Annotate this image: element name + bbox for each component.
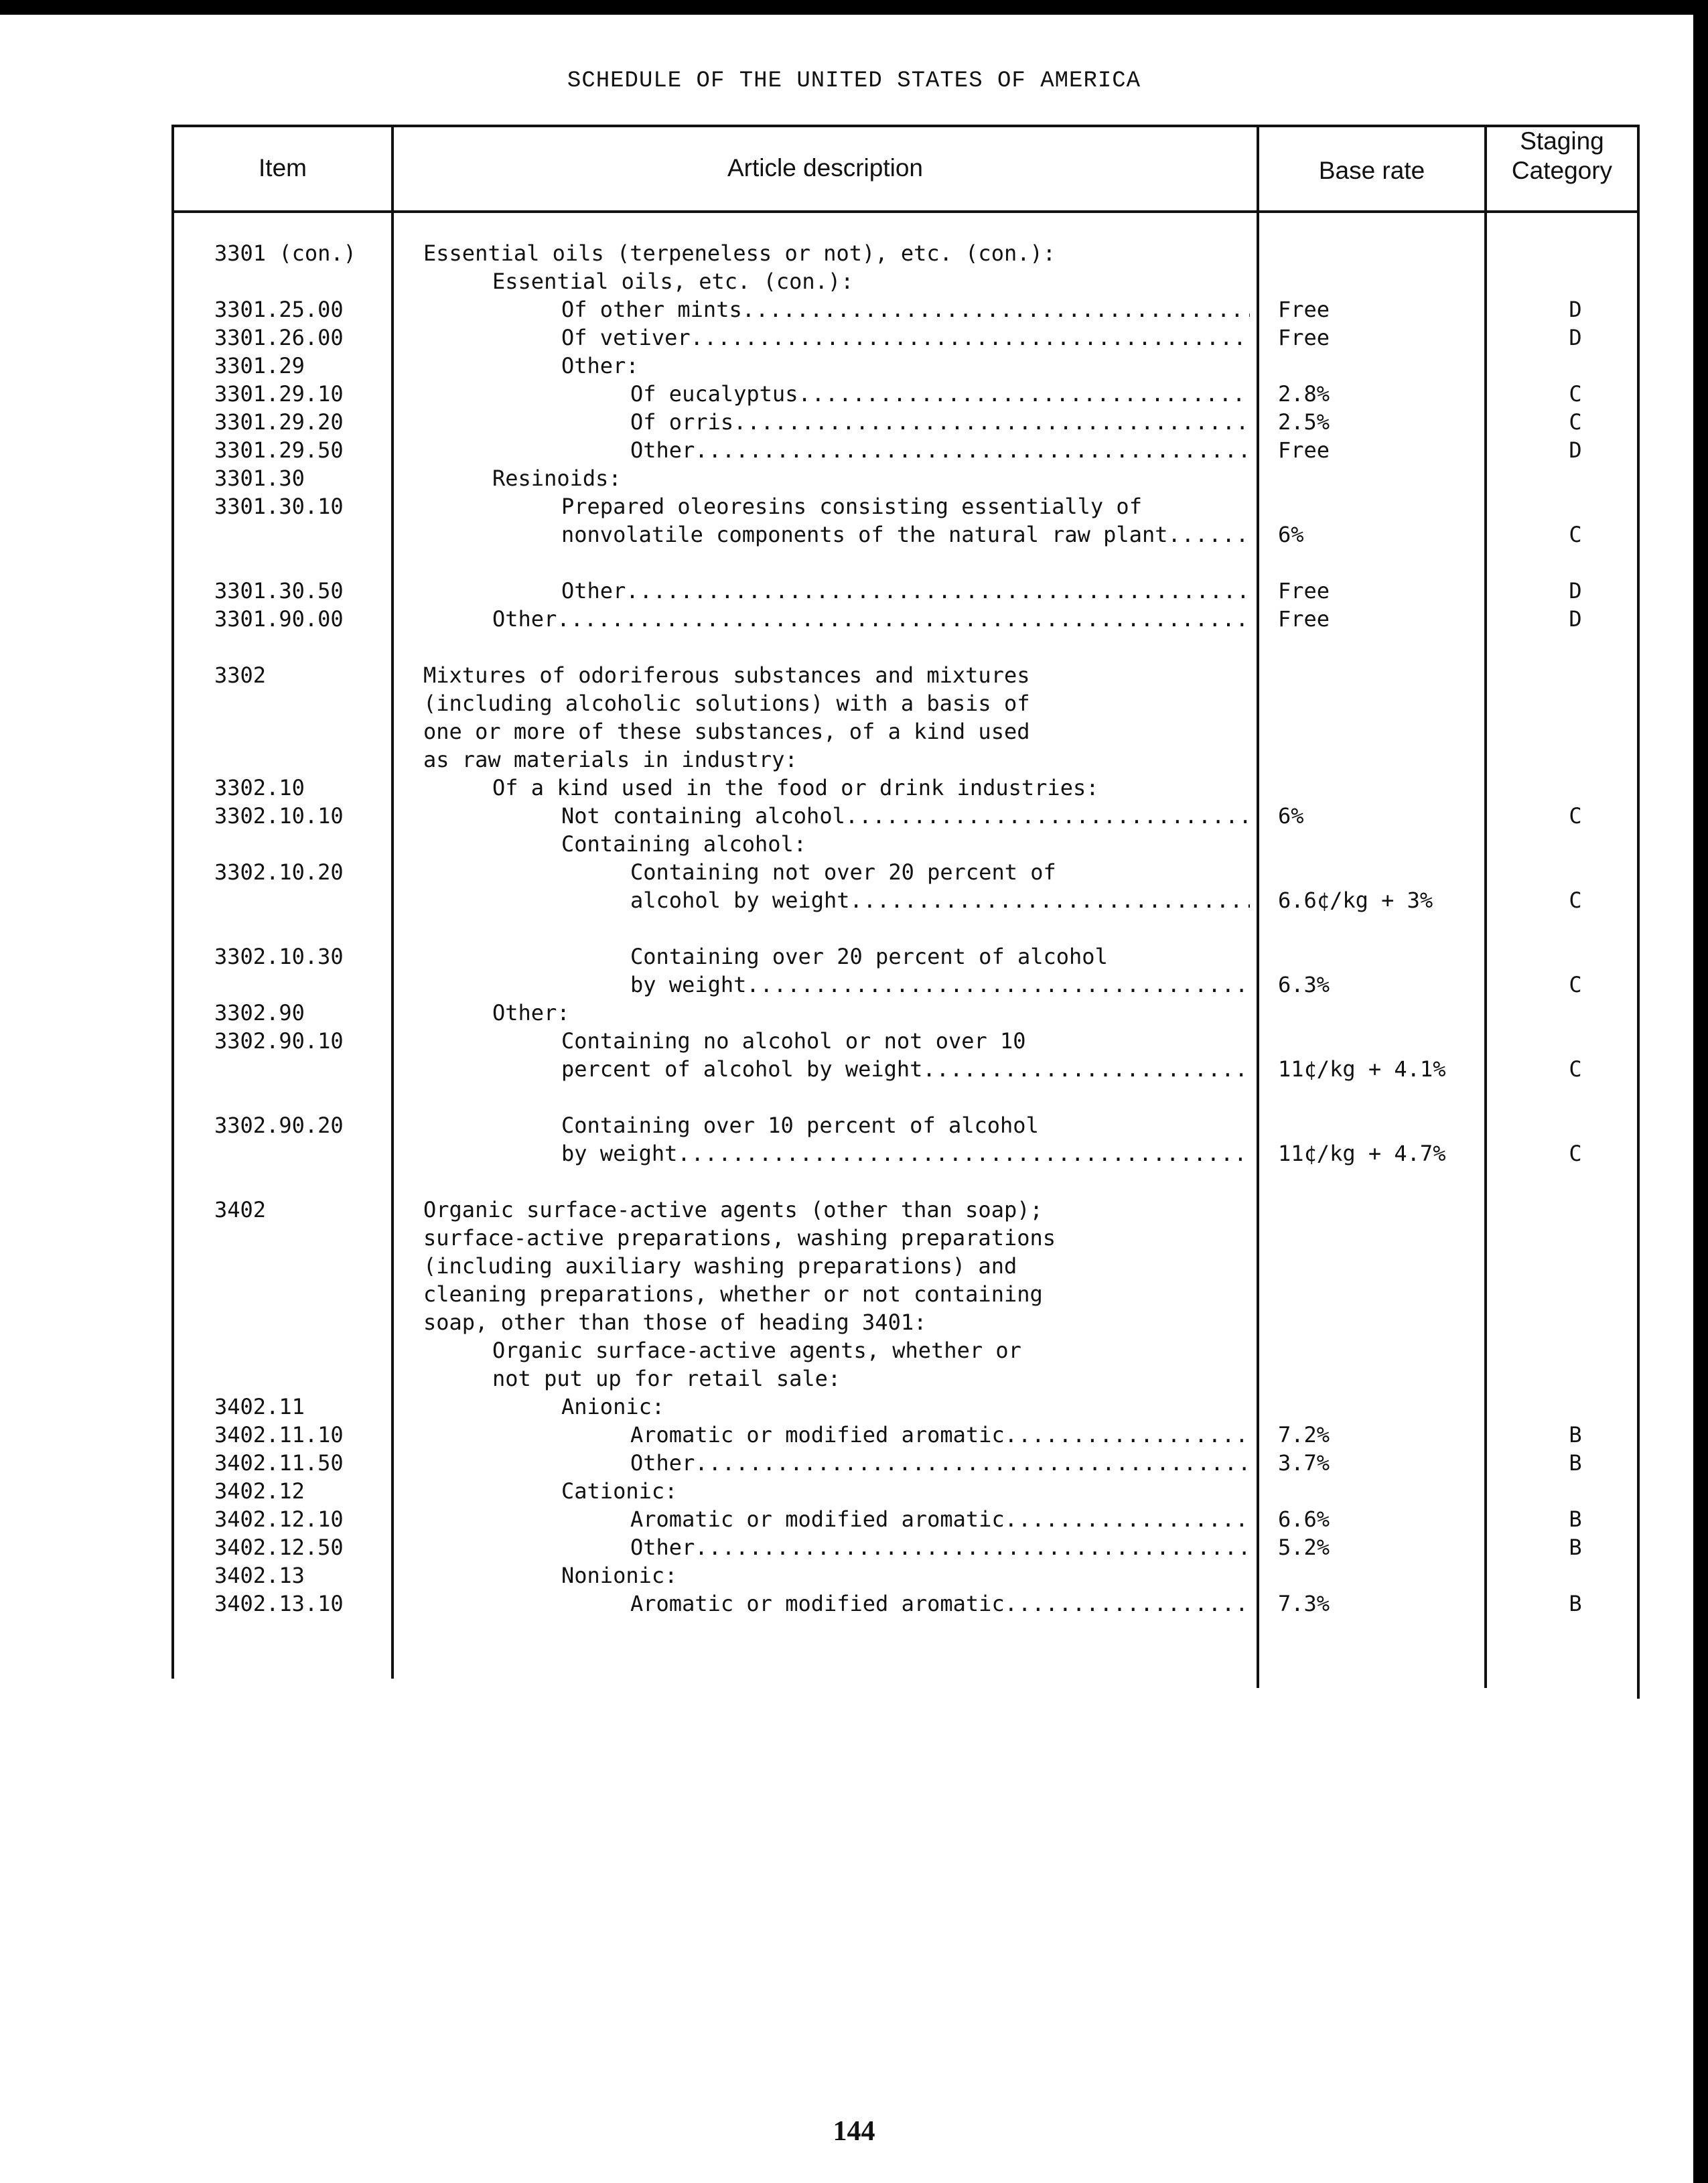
table-row [0,1196,1708,1224]
base-rate-value: Free [1278,437,1330,463]
item-number: 3402.13.10 [214,1591,344,1616]
table-row [0,520,1708,549]
item-number: 3302.10.20 [214,859,344,885]
dot-leader [845,802,1250,830]
article-description [423,1252,1250,1280]
table-row [0,295,1708,324]
article-description [630,408,1250,436]
table-row [0,1027,1708,1055]
table-row [0,605,1708,633]
table-row [0,408,1708,436]
base-rate-value: 11¢/kg + 4.7% [1278,1141,1446,1166]
item-number: 3301.29 [214,353,305,378]
article-description [630,436,1250,464]
description-text: by weight [630,972,747,997]
staging-category-value: B [1569,1535,1582,1560]
description-text: Containing alcohol: [561,831,807,857]
table-row [0,971,1708,999]
table-row [0,886,1708,914]
description-text: Of other mints [561,297,742,322]
scan-top-border [0,0,1708,15]
base-rate-value: 11¢/kg + 4.1% [1278,1056,1446,1082]
article-description [630,380,1250,408]
table-row [0,1139,1708,1168]
article-description [561,1139,1250,1168]
staging-category-value: C [1569,1141,1582,1166]
description-text: Prepared oleoresins consisting essentially of [561,494,1142,519]
table-row [0,239,1708,267]
article-description [630,1590,1250,1618]
base-rate-value: 3.7% [1278,1450,1330,1476]
article-description [423,1224,1250,1252]
table-row [0,1252,1708,1280]
table-row [0,1590,1708,1618]
item-number: 3302.10 [214,775,305,800]
page-number: 144 [833,2116,875,2147]
description-text: Organic surface-active agents (other than soap); [423,1197,1043,1222]
item-number: 3302.10.10 [214,803,344,829]
description-text: Containing no alcohol or not over 10 [561,1028,1026,1054]
description-text: cleaning preparations, whether or not containing [423,1281,1043,1307]
table-row [0,689,1708,717]
article-description [561,1561,1250,1590]
description-text: Anionic: [561,1394,665,1419]
table-row [0,942,1708,971]
description-text: one or more of these substances, of a kind used [423,719,1030,744]
article-description [630,858,1250,886]
staging-category-value: D [1569,325,1582,350]
article-description [561,1027,1250,1055]
description-text: percent of alcohol by weight [561,1056,923,1082]
dot-leader [742,295,1250,324]
item-number: 3302.90 [214,1000,305,1026]
table-row [0,999,1708,1027]
article-description [423,689,1250,717]
staging-category-value: B [1569,1506,1582,1532]
item-number: 3301.30.10 [214,494,344,519]
table-row [0,830,1708,858]
description-text: nonvolatile components of the natural raw plant [561,522,1168,547]
description-text: Other [630,1450,695,1476]
item-number: 3402.11.50 [214,1450,344,1476]
description-text: (including alcoholic solutions) with a basis of [423,691,1030,716]
table-row [0,380,1708,408]
item-number: 3301.29.10 [214,381,344,407]
base-rate-value: 6.6% [1278,1506,1330,1532]
base-rate-value: 2.8% [1278,381,1330,407]
dot-leader [691,324,1250,352]
table-row [0,577,1708,605]
item-number: 3301.29.50 [214,437,344,463]
article-description [492,605,1250,633]
staging-category-value: B [1569,1450,1582,1476]
article-description [630,1449,1250,1477]
staging-category-value: C [1569,803,1582,829]
article-description [423,1308,1250,1336]
table-row [0,1421,1708,1449]
description-text: Other: [492,1000,570,1026]
table-row [0,661,1708,689]
table-row [0,1505,1708,1533]
table-row [0,1224,1708,1252]
table-row [0,1280,1708,1308]
staging-category-value: B [1569,1422,1582,1448]
dot-leader [1167,520,1250,549]
article-description [630,942,1250,971]
item-number: 3402.13 [214,1563,305,1588]
table-row [0,858,1708,886]
base-rate-value: 6.3% [1278,972,1330,997]
description-text: as raw materials in industry: [423,747,798,772]
article-description [630,1421,1250,1449]
item-number: 3301.26.00 [214,325,344,350]
article-description [630,1533,1250,1561]
dot-leader [677,1139,1250,1168]
table-row [0,774,1708,802]
item-number: 3301.25.00 [214,297,344,322]
article-description [423,661,1250,689]
item-number: 3302 [214,662,267,688]
base-rate-value: Free [1278,606,1330,632]
table-row [0,1111,1708,1139]
dot-leader [850,886,1250,914]
staging-category-value: B [1569,1591,1582,1616]
description-text: Other [561,578,626,604]
item-number: 3301.29.20 [214,409,344,435]
item-number: 3302.90.20 [214,1113,344,1138]
item-number: 3302.90.10 [214,1028,344,1054]
dot-leader [557,605,1250,633]
item-number: 3301.30 [214,466,305,491]
description-text: Containing over 10 percent of alcohol [561,1113,1039,1138]
description-text: Other: [561,353,639,378]
base-rate-value: 6.6¢/kg + 3% [1278,888,1433,913]
dot-leader [695,436,1250,464]
description-text: Nonionic: [561,1563,678,1588]
dot-leader [626,577,1250,605]
description-text: soap, other than those of heading 3401: [423,1310,927,1335]
table-row [0,1364,1708,1393]
staging-category-value: C [1569,522,1582,547]
table-row [0,1308,1708,1336]
article-description [423,746,1250,774]
description-text: surface-active preparations, washing preparations [423,1225,1056,1251]
base-rate-value: Free [1278,578,1330,604]
article-description [561,1055,1250,1083]
dot-leader [695,1533,1250,1561]
item-number: 3301.90.00 [214,606,344,632]
item-number: 3301.30.50 [214,578,344,604]
article-description [423,1196,1250,1224]
item-number: 3402.12.10 [214,1506,344,1532]
table-row [0,1336,1708,1364]
article-description [492,1336,1250,1364]
item-number: 3402.11 [214,1394,305,1419]
article-description [492,464,1250,492]
table-row [0,492,1708,520]
description-text: Containing not over 20 percent of [630,859,1056,885]
header-staging-line1: Staging [1520,127,1604,155]
description-text: Containing over 20 percent of alcohol [630,944,1108,969]
table-row [0,352,1708,380]
base-rate-value: Free [1278,325,1330,350]
staging-category-value: C [1569,381,1582,407]
description-text: Aromatic or modified aromatic [630,1591,1005,1616]
dot-leader [922,1055,1250,1083]
table-row [0,1533,1708,1561]
staging-category-value: D [1569,437,1582,463]
description-text: Essential oils (terpeneless or not), etc. (con.): [423,240,1056,266]
table-row [0,1393,1708,1421]
item-number: 3402 [214,1197,267,1222]
table-row [0,436,1708,464]
table-row [0,1477,1708,1505]
dot-leader [733,408,1250,436]
article-description [492,1364,1250,1393]
article-description [561,830,1250,858]
description-text: (including auxiliary washing preparations) and [423,1253,1017,1279]
article-description [561,1477,1250,1505]
article-description [561,520,1250,549]
article-description [492,774,1250,802]
description-text: not put up for retail sale: [492,1366,841,1391]
description-text: Other [492,606,557,632]
header-staging-line2: Category [1511,157,1613,184]
table-row [0,267,1708,295]
description-text: Mixtures of odoriferous substances and mixtures [423,662,1030,688]
article-description [561,577,1250,605]
article-description [492,999,1250,1027]
base-rate-value: 7.3% [1278,1591,1330,1616]
staging-category-value: C [1569,888,1582,913]
header-description: Article description [727,154,923,182]
staging-category-value: D [1569,578,1582,604]
article-description [561,492,1250,520]
description-text: Other [630,1535,695,1560]
description-text: Of orris [630,409,734,435]
article-description [561,324,1250,352]
article-description [423,717,1250,746]
dot-leader [1005,1505,1250,1533]
article-description [561,1393,1250,1421]
item-number: 3402.11.10 [214,1422,344,1448]
article-description [630,971,1250,999]
table-row [0,802,1708,830]
page-title: SCHEDULE OF THE UNITED STATES OF AMERICA [567,68,1141,94]
description-text: Of eucalyptus [630,381,798,407]
description-text: Aromatic or modified aromatic [630,1506,1005,1532]
dot-leader [695,1449,1250,1477]
item-number: 3301 (con.) [214,240,356,266]
table-row [0,1055,1708,1083]
dot-leader [798,380,1250,408]
table-row [0,717,1708,746]
description-text: Not containing alcohol [561,803,845,829]
base-rate-value: 6% [1278,803,1304,829]
description-text: Essential oils, etc. (con.): [492,269,854,294]
dot-leader [1005,1590,1250,1618]
description-text: by weight [561,1141,678,1166]
item-number: 3402.12.50 [214,1535,344,1560]
article-description [561,352,1250,380]
description-text: Aromatic or modified aromatic [630,1422,1005,1448]
base-rate-value: 2.5% [1278,409,1330,435]
staging-category-value: D [1569,606,1582,632]
dot-leader [1005,1421,1250,1449]
article-description [561,802,1250,830]
description-text: Of vetiver [561,325,691,350]
header-base-rate: Base rate [1318,157,1425,184]
base-rate-value: 5.2% [1278,1535,1330,1560]
table-row [0,746,1708,774]
table-row [0,464,1708,492]
article-description [423,239,1250,267]
staging-category-value: C [1569,972,1582,997]
description-text: Organic surface-active agents, whether or [492,1338,1021,1363]
description-text: Of a kind used in the food or drink industries: [492,775,1099,800]
table-row [0,1561,1708,1590]
dot-leader [746,971,1250,999]
description-text: Cationic: [561,1478,678,1504]
article-description [630,886,1250,914]
description-text: Other [630,437,695,463]
description-text: alcohol by weight [630,888,850,913]
item-number: 3302.10.30 [214,944,344,969]
staging-category-value: C [1569,1056,1582,1082]
article-description [630,1505,1250,1533]
description-text: Resinoids: [492,466,622,491]
staging-category-value: C [1569,409,1582,435]
staging-category-value: D [1569,297,1582,322]
table-row [0,1449,1708,1477]
article-description [561,1111,1250,1139]
base-rate-value: Free [1278,297,1330,322]
article-description [561,295,1250,324]
base-rate-value: 7.2% [1278,1422,1330,1448]
table-row [0,324,1708,352]
base-rate-value: 6% [1278,522,1304,547]
article-description [492,267,1250,295]
item-number: 3402.12 [214,1478,305,1504]
header-item: Item [259,154,307,182]
article-description [423,1280,1250,1308]
